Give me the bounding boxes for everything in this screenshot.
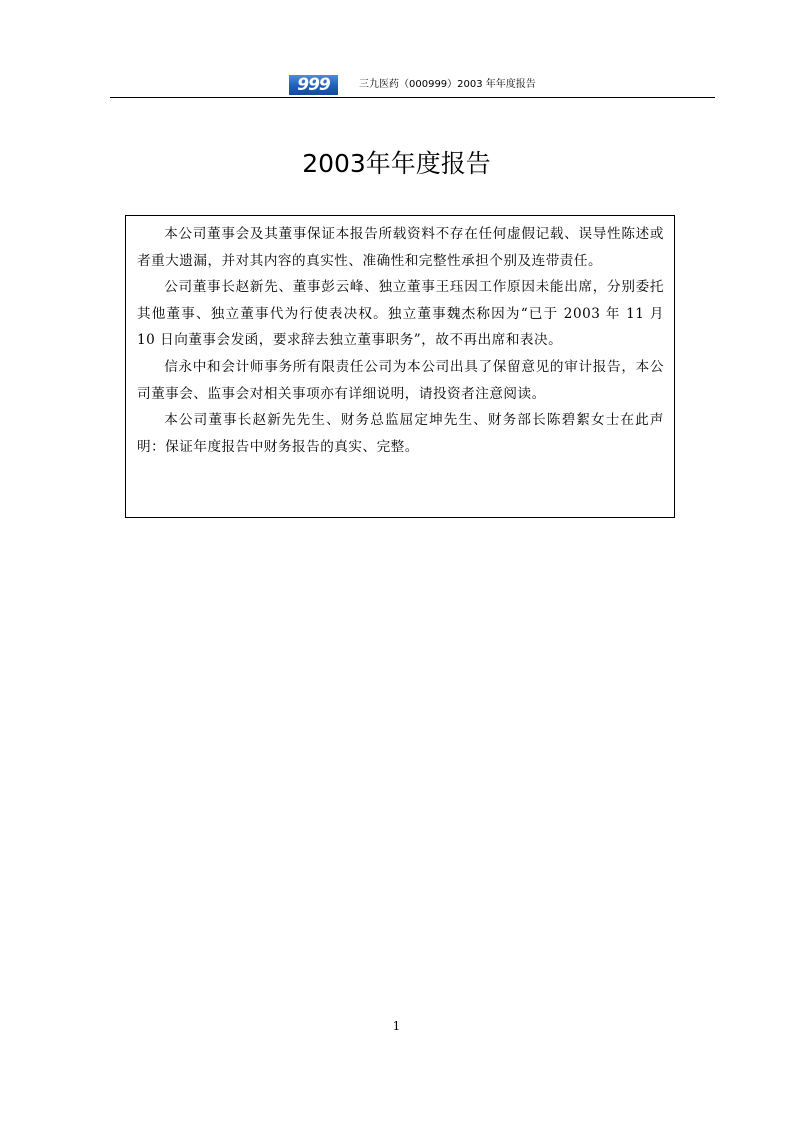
statement-paragraph: 公司董事长赵新先、董事彭云峰、独立董事王珏因工作原因未能出席，分别委托其他董事、独立董事代为行使表决权。独立董事魏杰称因为“已于 2003 年 11 月 10 日向董事会发函，要求辞去独立董事职务”，故不再出席和表决。	[137, 279, 664, 349]
company-logo: 999	[289, 75, 338, 95]
statement-paragraph: 本公司董事会及其董事保证本报告所载资料不存在任何虚假记载、误导性陈述或者重大遗漏，并对其内容的真实性、准确性和完整性承担个别及连带责任。	[137, 226, 664, 269]
statement-paragraph: 信永中和会计师事务所有限责任公司为本公司出具了保留意见的审计报告，本公司董事会、监事会对相关事项亦有详细说明，请投资者注意阅读。	[137, 358, 664, 402]
board-statement-box	[125, 215, 675, 518]
page-number: 1	[392, 1019, 401, 1033]
header-title: 三九医药（000999）2003 年年度报告	[359, 79, 536, 90]
document-title: 2003年年度报告	[302, 149, 491, 178]
statement-paragraph: 本公司董事长赵新先先生、财务总监屈定坤先生、财务部长陈碧絮女士在此声明：保证年度报告中财务报告的真实、完整。	[137, 412, 664, 455]
page-header	[110, 72, 715, 98]
